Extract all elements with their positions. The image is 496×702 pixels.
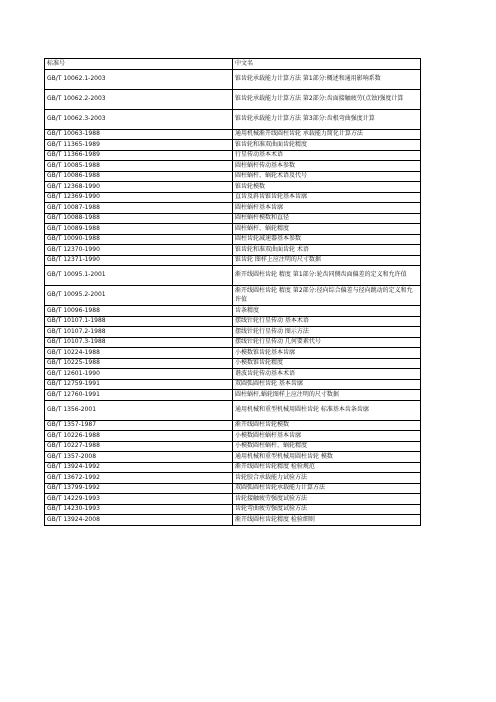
chinese-name-cell: 谐波齿轮传动基本术语 [233,369,421,380]
table-row [45,327,421,338]
standard-code-cell: GB/T 10062.2-2003 [45,89,233,109]
standard-code-cell: GB/T 10086-1988 [45,171,233,182]
chinese-name-cell: 锥齿轮模数 [233,182,421,193]
chinese-name-cell: 锥齿轮和准双曲面齿轮精度 [233,140,421,151]
standard-code-cell: GB/T 12760-1991 [45,390,233,401]
standard-code-cell: GB/T 10224-1988 [45,348,233,359]
chinese-name-cell: 通用机械和重型机械用圆柱齿轮 模数 [233,452,421,463]
chinese-name-cell: 小模数锥齿轮精度 [233,358,421,369]
chinese-name-cell: 双圆弧圆柱齿轮承载能力计算方法 [233,483,421,494]
table-row [45,494,421,505]
standard-code-cell: GB/T 13924-2008 [45,515,233,526]
table-row [45,286,421,306]
chinese-name-cell: 齿轮接触疲劳强度试验方法 [233,494,421,505]
chinese-name-cell: 直齿及斜齿锥齿轮基本齿廓 [233,192,421,203]
chinese-name-cell: 摆线针轮行星传动 基本术语 [233,316,421,327]
chinese-name-cell: 锥齿轮承载能力计算方法 第2部分:齿面接触疲劳(点蚀)强度计算 [233,89,421,109]
table-row [45,358,421,369]
chinese-name-cell: 锥齿轮承载能力计算方法 第3部分:齿根弯曲强度计算 [233,109,421,129]
table-row [45,129,421,140]
table-row [45,255,421,266]
standard-code-cell: GB/T 12371-1990 [45,255,233,266]
table-row [45,213,421,224]
table-row [45,420,421,431]
table-row [45,245,421,256]
table-row [45,234,421,245]
standard-code-cell: GB/T 10088-1988 [45,213,233,224]
chinese-name-cell: 圆柱蜗杆模数和直径 [233,213,421,224]
chinese-name-cell: 齿条精度 [233,306,421,317]
standard-code-cell: GB/T 13924-1992 [45,462,233,473]
standard-code-cell: GB/T 12601-1990 [45,369,233,380]
chinese-name-cell: 锥齿轮 图样上应注明的尺寸数据 [233,255,421,266]
table-row [45,431,421,442]
standard-code-cell: GB/T 10227-1988 [45,441,233,452]
table-row [45,400,421,420]
chinese-name-cell: 圆柱蜗杆、蜗轮精度 [233,224,421,235]
table-row [45,224,421,235]
table-row [45,150,421,161]
standard-code-cell: GB/T 14230-1993 [45,504,233,515]
standards-table [44,58,421,526]
standard-code-cell: GB/T 10226-1988 [45,431,233,442]
standard-code-cell: GB/T 10107.1-1988 [45,316,233,327]
table-row [45,462,421,473]
standard-code-cell: GB/T 13672-1992 [45,473,233,484]
standard-code-cell: GB/T 10063-1988 [45,129,233,140]
chinese-name-cell: 通用机械渐开线圆柱齿轮 承载能力简化计算方法 [233,129,421,140]
table-row [45,441,421,452]
standard-code-cell: GB/T 14229-1993 [45,494,233,505]
chinese-name-cell: 行星传动基本术语 [233,150,421,161]
table-row [45,369,421,380]
chinese-name-cell: 渐开线圆柱齿轮精度 检验细则 [233,515,421,526]
chinese-name-cell: 小模数锥齿轮基本齿廓 [233,348,421,359]
chinese-name-cell: 圆柱蜗杆,蜗轮图样上应注明的尺寸数据 [233,390,421,401]
table-row [45,89,421,109]
table-row [45,192,421,203]
standard-code-cell: GB/T 12759-1991 [45,379,233,390]
table-row [45,337,421,348]
chinese-name-cell: 锥齿轮和准双曲面齿轮 术语 [233,245,421,256]
standard-code-cell: GB/T 13799-1992 [45,483,233,494]
table-row [45,452,421,463]
chinese-name-cell: 通用机械和重型机械用圆柱齿轮 标准基本齿条齿廓 [233,400,421,420]
table-row [45,182,421,193]
standard-code-cell: GB/T 1357-2008 [45,452,233,463]
standards-table-body [45,59,421,526]
table-row [45,515,421,526]
standard-code-cell: GB/T 10096-1988 [45,306,233,317]
table-row [45,473,421,484]
standard-code-cell: GB/T 12369-1990 [45,192,233,203]
chinese-name-cell: 渐开线圆柱齿轮 精度 第2部分:径向综合偏差与径向跳动的定义和允许值 [233,286,421,306]
chinese-name-cell: 齿轮胶合承载能力试验方法 [233,473,421,484]
standard-code-cell: GB/T 10095.2-2001 [45,286,233,306]
table-row [45,266,421,286]
chinese-name-cell: 小模数圆柱蜗杆基本齿廓 [233,431,421,442]
standard-code-cell: GB/T 10087-1988 [45,203,233,214]
standard-code-cell: GB/T 11366-1989 [45,150,233,161]
standard-code-cell: GB/T 10107.2-1988 [45,327,233,338]
chinese-name-cell: 小模数圆柱蜗杆、蜗轮精度 [233,441,421,452]
standard-code-cell: GB/T 10062.3-2003 [45,109,233,129]
table-row [45,171,421,182]
table-header-row [45,59,421,70]
chinese-name-cell: 锥齿轮承载能力计算方法 第1部分:概述和通用影响系数 [233,69,421,89]
standard-code-cell: GB/T 12370-1990 [45,245,233,256]
header-name: 中文名 [233,59,421,70]
chinese-name-cell: 渐开线圆柱齿轮模数 [233,420,421,431]
chinese-name-cell: 圆柱齿轮减速器基本参数 [233,234,421,245]
table-row [45,379,421,390]
chinese-name-cell: 双圆弧圆柱齿轮 基本齿廓 [233,379,421,390]
standard-code-cell: GB/T 11365-1989 [45,140,233,151]
chinese-name-cell: 圆柱蜗杆基本齿廓 [233,203,421,214]
chinese-name-cell: 渐开线圆柱齿轮精度 检验规范 [233,462,421,473]
table-row [45,161,421,172]
table-row [45,306,421,317]
table-row [45,109,421,129]
table-row [45,316,421,327]
standard-code-cell: GB/T 10085-1988 [45,161,233,172]
standard-code-cell: GB/T 1357-1987 [45,420,233,431]
header-code: 标准号 [45,59,233,70]
standard-code-cell: GB/T 10095.1-2001 [45,266,233,286]
chinese-name-cell: 渐开线圆柱齿轮 精度 第1部分:轮齿同侧齿面偏差的定义和允许值 [233,266,421,286]
table-row [45,483,421,494]
standard-code-cell: GB/T 10107.3-1988 [45,337,233,348]
table-row [45,203,421,214]
standard-code-cell: GB/T 12368-1990 [45,182,233,193]
table-row [45,140,421,151]
chinese-name-cell: 圆柱蜗杆传动基本参数 [233,161,421,172]
standard-code-cell: GB/T 10062.1-2003 [45,69,233,89]
chinese-name-cell: 齿轮弯曲疲劳强度试验方法 [233,504,421,515]
table-row [45,504,421,515]
standard-code-cell: GB/T 10090-1988 [45,234,233,245]
table-row [45,390,421,401]
table-row [45,348,421,359]
standard-code-cell: GB/T 1356-2001 [45,400,233,420]
standard-code-cell: GB/T 10089-1988 [45,224,233,235]
standard-code-cell: GB/T 10225-1988 [45,358,233,369]
chinese-name-cell: 摆线针轮行星传动 几何要素代号 [233,337,421,348]
chinese-name-cell: 摆线针轮行星传动 图示方法 [233,327,421,338]
table-row [45,69,421,89]
chinese-name-cell: 圆柱蜗杆、蜗轮术语及代号 [233,171,421,182]
